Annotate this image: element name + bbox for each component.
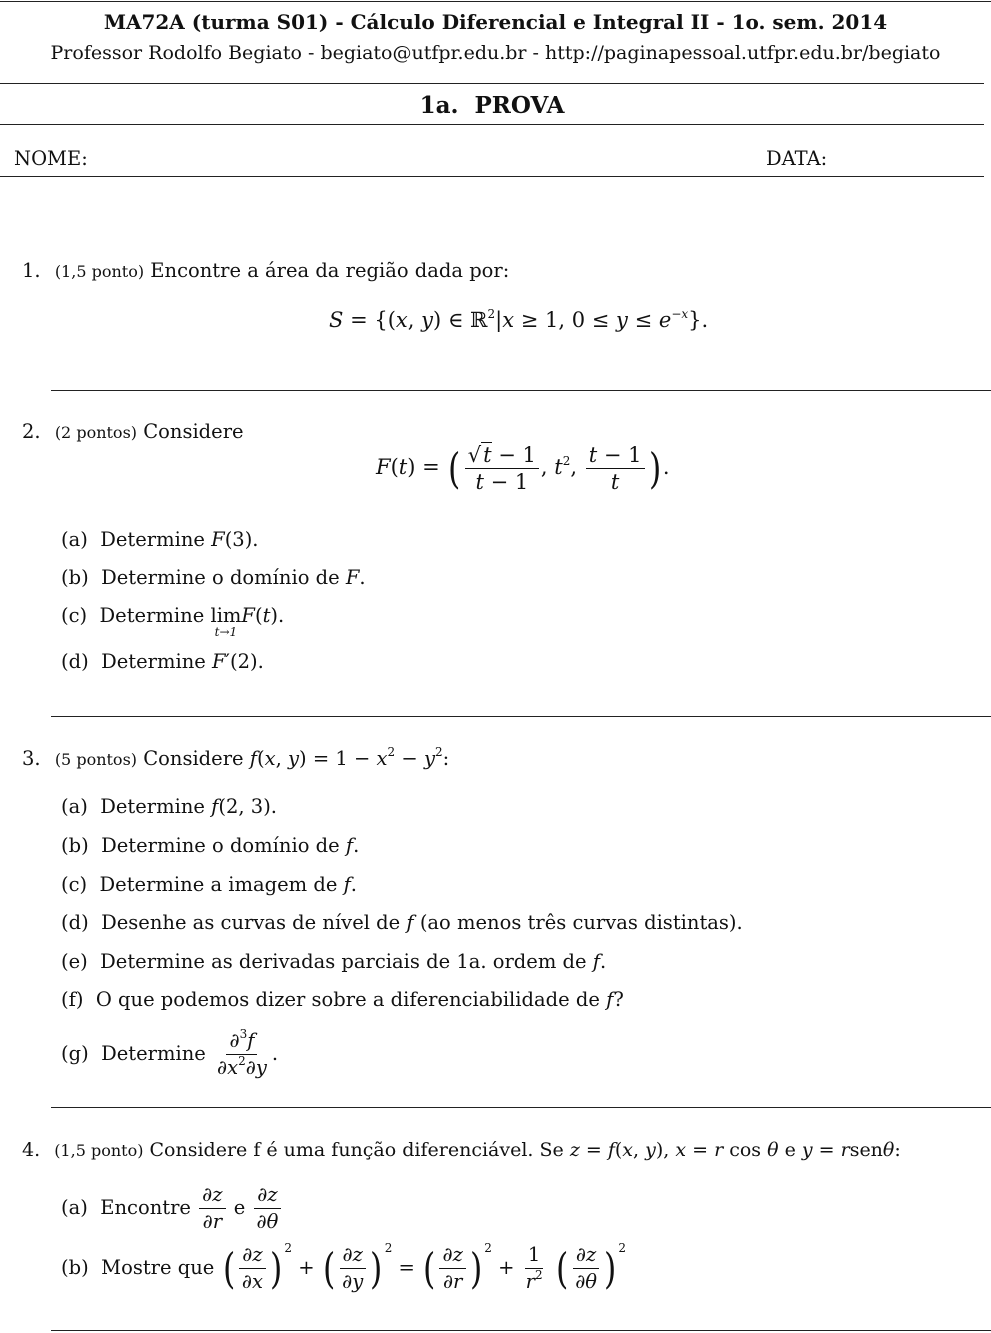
separator-3	[51, 1107, 991, 1108]
q3-item-f: (f) O que podemos dizer sobre a diferenciabilidade de f?	[61, 988, 624, 1011]
date-label: DATA:	[766, 147, 828, 170]
exam-title: 1a. PROVA	[419, 92, 565, 119]
question-1	[22, 259, 509, 282]
separator-2	[51, 716, 991, 717]
question-number: 4.	[22, 1139, 41, 1161]
question-points: (1,5 ponto)	[54, 262, 145, 281]
question-points: (1,5 ponto)	[54, 1141, 144, 1160]
question-text: Considere f é uma função diferenciável. Se	[149, 1139, 564, 1161]
q2-item-b: (b) Determine o domínio de F.	[61, 566, 366, 589]
question-points: (2 pontos)	[54, 423, 138, 442]
name-label: NOME:	[14, 147, 88, 170]
q4-item-a: (a) Encontre $\frac{\partial z}{\partial r}$ e $\frac{\partial z}{\partial\theta}$	[61, 1184, 283, 1233]
function-F-formula: F(t) = ( $\frac{√t - 1}{t - 1}$ , $t^2$, $\frac{t - 1}{t}$ ).	[376, 443, 670, 494]
title-rule	[0, 124, 984, 125]
question-4: 4. (1,5 ponto) Considere f é uma função diferenciável. Se z = f(x, y), x = r cos θ e y = rsenθ:	[22, 1139, 901, 1161]
separator-4	[51, 1330, 991, 1331]
q3-item-d: (d) Desenhe as curvas de nível de f (ao menos três curvas distintas).	[61, 911, 743, 934]
question-text: Considere	[143, 420, 244, 443]
q3-item-c: (c) Determine a imagem de f.	[61, 873, 357, 896]
q4-item-b: (b) Mostre que ( $\frac{\partial z}{\partial x}$ ) $^2$ + ( $\frac{\partial z}{\partial y}$ ) $^2$ = ( $\frac{\partial z}{\partial r}$ ) $^2$ + $\frac{1}{r^2}$ ( $\frac{\partial z}{\partial\theta}$ ) $^2$	[61, 1241, 627, 1293]
q2-item-a: (a) Determine F(3).	[61, 528, 259, 551]
question-number: 1.	[22, 259, 41, 282]
question-number: 2.	[22, 420, 41, 443]
q3-item-b: (b) Determine o domínio de f.	[61, 834, 360, 857]
question-number: 3.	[22, 747, 41, 770]
q2-item-c: (c) Determine lim t→1 F(t).	[61, 604, 285, 639]
q3-item-a: (a) Determine f(2, 3).	[61, 795, 277, 818]
name-rule	[0, 176, 984, 177]
course-title: MA72A (turma S01) - Cálculo Diferencial e Integral II - 1o. sem. 2014	[103, 10, 888, 34]
region-formula: S = {(x, y) ∈ ℝ$^2$|x ≥ 1, $0 \le y \le e^{-x}$}.	[329, 307, 709, 332]
question-text: Encontre a área da região dada por:	[150, 259, 510, 282]
q2-item-d: (d) Determine F′(2).	[61, 650, 264, 673]
q3-item-g: (g) Determine $\frac{\partial^3f}{\partial x^2\partial y}$ .	[61, 1027, 279, 1079]
q3-item-e: (e) Determine as derivadas parciais de 1a. ordem de f.	[61, 950, 607, 973]
question-points: (5 pontos)	[54, 750, 138, 769]
question-3: 3. (5 pontos) Considere f(x, $y) = 1 - x^2 - y^2$:	[22, 745, 450, 770]
question-text: Considere	[143, 747, 244, 770]
professor-line: Professor Rodolfo Begiato - begiato@utfpr.edu.br - http://paginapessoal.utfpr.edu.br/begiato	[50, 42, 941, 64]
header-rule	[0, 83, 984, 84]
question-2	[22, 420, 244, 443]
top-rule	[0, 1, 991, 2]
separator-1	[51, 390, 991, 391]
